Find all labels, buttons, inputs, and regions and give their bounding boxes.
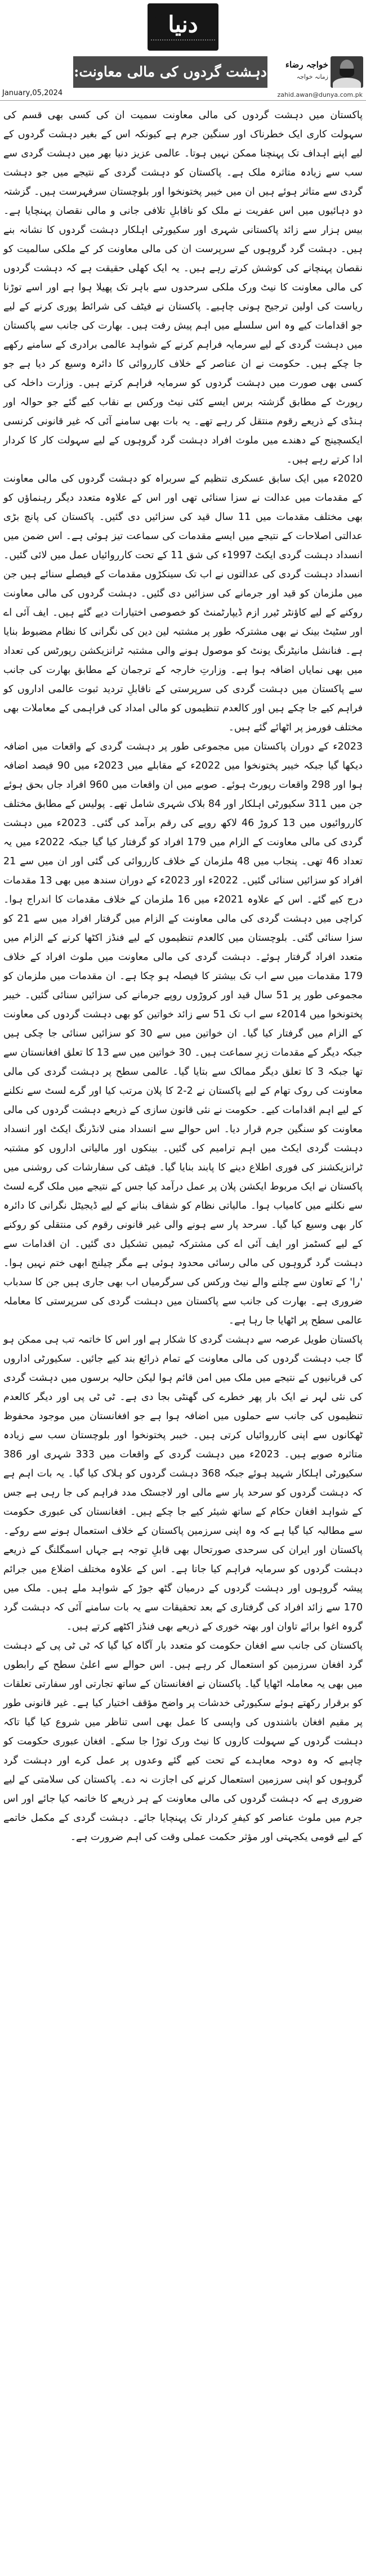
author-avatar	[331, 56, 363, 88]
logo-texture	[151, 39, 215, 46]
article-paragraph-5: پاکستان کی جانب سے افغان حکومت کو متعدد بار آگاہ کیا گیا کہ ٹی ٹی پی کے دہشت گرد افغان سرزمین کو استعمال کر رہے ہیں۔ اس حوالے سے اعلیٰ سطح کے رابطوں میں بھی یہ معاملہ اٹھایا گیا۔ پاکستان نے افغانستان کے ساتھ تجارتی اور سفارتی تعلقات کو برقرار رکھتے ہوئے سکیورٹی خدشات پر واضح مؤقف اختیار کیا ہے۔ غیر قانونی طور پر مقیم افغان باشندوں کی واپسی کا عمل بھی اسی تناظر میں شروع کیا گیا تاکہ دہشت گردوں کے سہولت کاروں کا نیٹ ورک توڑا جا سکے۔ افغان عبوری حکومت کو چاہیے کہ وہ دوحہ معاہدے کے تحت کیے گئے وعدوں پر عمل کرے اور دہشت گرد گروہوں کو اپنی سرزمین استعمال کرنے کی اجازت نہ دے۔ پاکستان کی سلامتی کے لیے ضروری ہے کہ دہشت گردوں کی مالی معاونت کے ہر ذریعے کا خاتمہ کیا جائے اور اس جرم میں ملوث عناصر کو کیفرِ کردار تک پہنچایا جائے۔ دہشت گردی کے مکمل خاتمے کے لیے قومی یکجہتی اور مؤثر حکمت عملی وقت کی اہم ضرورت ہے۔	[3, 1640, 363, 1843]
author-email[interactable]: zahid.awan@dunya.com.pk	[277, 91, 363, 98]
article-body	[3, 106, 363, 1847]
article-paragraph-1: پاکستان میں دہشت گردوں کی مالی معاونت سمیت ان کی کسی بھی قسم کی سہولت کاری ایک خطرناک اور سنگین جرم ہے کیونکہ اس کے بغیر دہشت گردوں کے لیے اپنے اہداف تک پہنچنا ممکن نہیں ہوتا۔ عالمی عزیز دنیا بھر میں دہشت گردی سے سب سے زیادہ متاثرہ ملک ہے۔ پاکستان کو دہشت گردی کے نتیجے میں جو دہشت گردی سے متاثر ہوئے ہیں ان میں خیبر پختونخوا اور بلوچستان سرفہرست ہیں۔ گزشتہ دو دہائیوں میں اس عفریت نے ملک کو ناقابلِ تلافی جانی و مالی نقصان پہنچایا ہے۔ بیس ہزار سے زائد پاکستانی شہری اور سکیورٹی اہلکار دہشت گردوں کا نشانہ بنے ہیں۔ دہشت گرد گروہوں کے سرپرست ان کی مالی معاونت کر کے ملکی سالمیت کو نقصان پہنچانے کی کوشش کرتے رہے ہیں۔ یہ ایک کھلی حقیقت ہے کہ دہشت گردوں کی مالی معاونت کا نیٹ ورک ملکی سرحدوں سے باہر تک پھیلا ہوا ہے اور اسے توڑنا ریاست کی اولین ترجیح ہونی چاہیے۔ پاکستان نے فیٹف کی شرائط پوری کرنے کے لیے جو اقدامات کیے وہ اس سلسلے میں اہم پیش رفت ہیں۔ بھارت کی جانب سے پاکستان میں دہشت گردی کے لیے سرمایہ فراہم کرنے کے شواہد عالمی برادری کے سامنے رکھے جا چکے ہیں۔ حکومت نے ان عناصر کے خلاف کارروائی کا دائرہ وسیع کر دیا ہے جو کسی بھی صورت میں دہشت گردوں کو سرمایہ فراہم کرتے ہیں۔ وزارت داخلہ کی رپورٹ کے مطابق گزشتہ برس ایسے کئی نیٹ ورکس بے نقاب کیے گئے جو حوالہ اور ہنڈی کے ذریعے رقوم منتقل کر رہے تھے۔ یہ بات بھی سامنے آئی کہ غیر قانونی کرنسی ایکسچینج کے دھندے میں ملوث افراد دہشت گرد گروہوں کے لیے سہولت کار کا کردار ادا کرتے رہے ہیں۔	[3, 110, 363, 465]
logo-text: دنیا	[168, 11, 198, 38]
article-paragraph-3: 2023ء کے دوران پاکستان میں مجموعی طور پر دہشت گردی کے واقعات میں اضافہ دیکھا گیا جبکہ خیبر پختونخوا میں 2022ء کے مقابلے میں 2023ء میں 90 فیصد اضافہ ہوا اور 298 واقعات رپورٹ ہوئے۔ صوبے میں ان واقعات میں 960 افراد جاں بحق ہوئے جن میں 311 سکیورٹی اہلکار اور 84 بلاک شہری شامل تھے۔ پولیس کے مطابق مختلف کارروائیوں میں 13 کروڑ 46 لاکھ روپے کی رقم برآمد کی گئی۔ 2023ء میں دہشت گردی کی مالی معاونت کے الزام میں 179 افراد کو گرفتار کیا گیا جبکہ 2022ء میں یہ تعداد 46 تھی۔ پنجاب میں 48 ملزمان کے خلاف کارروائی کی گئی اور ان میں سے 21 افراد کو سزائیں سنائی گئیں۔ 2022ء اور 2023ء کے دوران سندھ میں بھی 13 مقدمات درج کیے گئے۔ اس کے علاوہ 2021ء میں 16 ملزمان کے خلاف مقدمات کا اندراج ہوا۔ کراچی میں دہشت گردی کی مالی معاونت کے الزام میں گرفتار افراد میں سے 21 کو سزا سنائی گئی۔ بلوچستان میں کالعدم تنظیموں کے لیے فنڈز اکٹھا کرنے کے الزام میں متعدد افراد گرفتار ہوئے۔ دہشت گردی کی مالی معاونت میں ملوث افراد کے خلاف 179 مقدمات میں سے اب تک بیشتر کا فیصلہ ہو چکا ہے۔ ان مقدمات میں ملزمان کو مجموعی طور پر 51 سال قید اور کروڑوں روپے جرمانے کی سزائیں سنائی گئیں۔ خیبر پختونخوا میں 2014ء سے اب تک 51 سے زائد خواتین کو بھی دہشت گردوں کی معاونت کے الزام میں گرفتار کیا گیا۔ ان خواتین میں سے 30 کو سزائیں سنائی جا چکی ہیں جبکہ دیگر کے مقدمات زیرِ سماعت ہیں۔ 30 خواتین میں سے 13 کا تعلق افغانستان سے تھا جبکہ 3 کا تعلق دیگر ممالک سے بتایا گیا۔ عالمی سطح پر دہشت گردی کی مالی معاونت کی روک تھام کے لیے پاکستان نے 2-2 کا پلان مرتب کیا اور گرے لسٹ سے نکلنے کے لیے اہم اقدامات کیے۔ حکومت نے نئی قانون سازی کے ذریعے دہشت گردوں کی مالی معاونت کو سنگین جرم قرار دیا۔ اس حوالے سے انسداد منی لانڈرنگ ایکٹ اور انسداد دہشت گردی ایکٹ میں اہم ترامیم کی گئیں۔ بینکوں اور مالیاتی اداروں کو مشتبہ ٹرانزیکشنز کی فوری اطلاع دینے کا پابند بنایا گیا۔ فیٹف کی سفارشات کی روشنی میں پاکستان نے ایک مربوط ایکشن پلان پر عمل درآمد کیا جس کے نتیجے میں ملک گرے لسٹ سے نکلنے میں کامیاب ہوا۔ مالیاتی نظام کو شفاف بنانے کے لیے ڈیجیٹل نگرانی کا دائرہ کار بھی وسیع کیا گیا۔ سرحد پار سے ہونے والی غیر قانونی رقوم کی منتقلی کو روکنے کے لیے کسٹمز اور ایف آئی اے کی مشترکہ ٹیمیں تشکیل دی گئیں۔ ان اقدامات سے دہشت گرد گروہوں کی مالی رسائی محدود ہوئی ہے مگر چیلنج ابھی ختم نہیں ہوا۔ 'را' کے تعاون سے چلنے والے نیٹ ورکس کی سرگرمیاں اب بھی جاری ہیں جن کا سدباب ضروری ہے۔ بھارت کی جانب سے پاکستان میں دہشت گردی کی سرپرستی کا معاملہ عالمی سطح پر اٹھایا جا رہا ہے۔	[3, 741, 363, 1326]
author-name: خواجہ رضاء	[285, 60, 328, 70]
author-meta: زمانہ خواجہ	[296, 73, 328, 80]
article-paragraph-4: پاکستان طویل عرصہ سے دہشت گردی کا شکار ہے اور اس کا خاتمہ تب ہی ممکن ہو گا جب دہشت گردوں کی مالی معاونت کے تمام ذرائع بند کیے جائیں۔ سکیورٹی اداروں کی قربانیوں کے نتیجے میں ملک میں امن قائم ہوا لیکن حالیہ برسوں میں دہشت گردی کی نئی لہر نے ایک بار پھر خطرے کی گھنٹی بجا دی ہے۔ ٹی ٹی پی اور دیگر کالعدم تنظیموں کی جانب سے حملوں میں اضافہ ہوا ہے جو افغانستان میں موجود محفوظ ٹھکانوں سے اپنی کارروائیاں کرتی ہیں۔ خیبر پختونخوا اور بلوچستان سب سے زیادہ متاثرہ صوبے ہیں۔ 2023ء میں دہشت گردی کے واقعات میں 333 شہری اور 386 سکیورٹی اہلکار شہید ہوئے جبکہ 368 دہشت گردوں کو ہلاک کیا گیا۔ یہ بات اہم ہے کہ دہشت گردوں کو سرحد پار سے مالی اور لاجسٹک مدد فراہم کی جا رہی ہے جس کے شواہد افغان حکام کے ساتھ شیئر کیے جا چکے ہیں۔ افغانستان کی عبوری حکومت سے مطالبہ کیا گیا ہے کہ وہ اپنی سرزمین پاکستان کے خلاف استعمال ہونے سے روکے۔ پاکستان اور ایران کی سرحدی صورتحال بھی قابلِ توجہ ہے جہاں اسمگلنگ کے ذریعے دہشت گردوں کو سرمایہ فراہم کیا جاتا ہے۔ اس کے علاوہ مختلف اضلاع میں جرائم پیشہ گروہوں اور دہشت گردوں کے درمیان گٹھ جوڑ کے شواہد ملے ہیں۔ ملک میں 170 سے زائد افراد کی گرفتاری کے بعد تحقیقات سے یہ بات سامنے آئی کہ دہشت گرد گروہ اغوا برائے تاوان اور بھتہ خوری کے ذریعے بھی فنڈز اکٹھے کرتے ہیں۔	[3, 1334, 363, 1632]
article-paragraph-2: 2020ء میں ایک سابق عسکری تنظیم کے سربراہ کو دہشت گردوں کی مالی معاونت کے مقدمات میں عدالت نے سزا سنائی تھی اور اس کے علاوہ متعدد دیگر رہنماؤں کو بھی مختلف مقدمات میں 11 سال قید کی سزائیں دی گئیں۔ پاکستان کی پانچ بڑی عدالتی اصلاحات کے نتیجے میں ایسے مقدمات کی سماعت تیز ہوئی ہے۔ اس ضمن میں انسداد دہشت گردی ایکٹ 1997ء کی شق 11 کے تحت کارروائیاں عمل میں لائی گئیں۔ انسداد دہشت گردی کی عدالتوں نے اب تک سینکڑوں مقدمات کے فیصلے سنائے ہیں جن میں ملزمان کو قید اور جرمانے کی سزائیں دی گئیں۔ دہشت گردوں کی مالی معاونت روکنے کے لیے کاؤنٹر ٹیرر ازم ڈیپارٹمنٹ کو خصوصی اختیارات دیے گئے ہیں۔ ایف آئی اے اور سٹیٹ بینک نے بھی مشترکہ طور پر مشتبہ لین دین کی نگرانی کا نظام مضبوط بنایا ہے۔ فنانشل مانیٹرنگ یونٹ کو موصول ہونے والی مشتبہ ٹرانزیکشن رپورٹس کی تعداد میں بھی نمایاں اضافہ ہوا ہے۔ وزارتِ خارجہ کے ترجمان کے مطابق بھارت کی جانب سے پاکستان میں دہشت گردی کی سرپرستی کے ناقابلِ تردید ثبوت عالمی اداروں کو فراہم کیے جا چکے ہیں اور کالعدم تنظیموں کو مالی امداد کی فراہمی کے معاملات بھی مختلف فورمز پر اٹھائے گئے ہیں۔	[3, 473, 363, 733]
author-block	[269, 56, 364, 88]
header-divider	[0, 100, 366, 101]
newspaper-logo[interactable]	[148, 3, 218, 51]
article-headline: دہشت گردوں کی مالی معاونت: ایک سنگین جرم	[73, 56, 267, 88]
publish-date: January,05,2024	[2, 89, 63, 97]
masthead	[0, 0, 366, 111]
